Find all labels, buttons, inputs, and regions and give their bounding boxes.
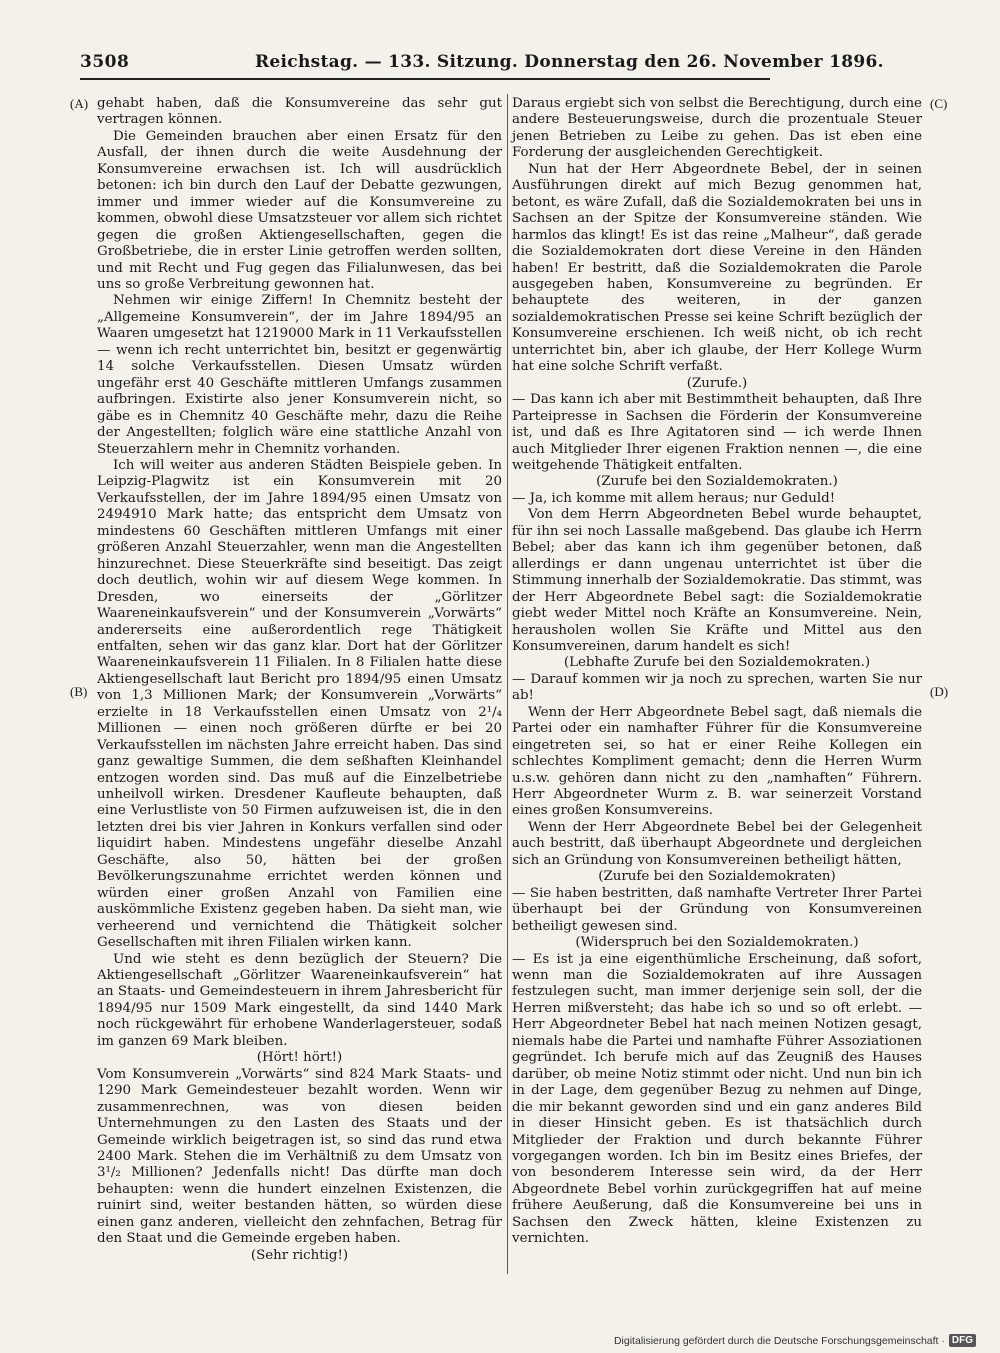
footer-credit: Digitalisierung gefördert durch die Deutsche Forschungsgemeinschaft ·: [613, 1334, 945, 1347]
running-title: Reichstag. — 133. Sitzung. Donnerstag den 26. November 1896.: [255, 52, 884, 72]
paragraph: Und wie steht es denn bezüglich der Steuern? Die Aktiengesellschaft „Görlitzer Waareneinkaufsverein“ hat an Staats- und Gemeindesteuern in ihrem Jahresbericht für 1894/95 nur 1509 Mark eingestellt, da sind 1440 Mark noch rückgewährt für erhobene Wanderlagersteuer, sodaß im ganzen 69 Mark bleiben.: [97, 951, 502, 1049]
paragraph: Vom Konsumverein „Vorwärts“ sind 824 Mark Staats- und 1290 Mark Gemeindesteuer bezahlt worden. Wenn wir zusammenrechnen, was von diesen beiden Unternehmungen zu den Lasten des Staats und der Gemeinde wirklich beigetragen ist, so sind das rund etwa 2400 Mark. Stehen die im Verhältniß zu dem Umsatz von 3¹/₂ Millionen? Jedenfalls nicht! Das dürfte man doch behaupten: wenn die hundert einzelnen Existenzen, die ruinirt sind, weiter bestanden hätten, so würden diese einen ganz anderen, vielleicht den zehnfachen, Betrag für den Staat und die Gemeinde ergeben haben.: [97, 1066, 502, 1247]
page-footer: [614, 1334, 976, 1347]
interjection: (Sehr richtig!): [250, 1247, 349, 1263]
paragraph: — Sie haben bestritten, daß namhafte Vertreter Ihrer Partei überhaupt bei der Gründung von Konsumvereinen betheiligt gewesen sind.: [512, 885, 922, 934]
interjection: (Zurufe.): [686, 375, 748, 391]
paragraph: Wenn der Herr Abgeordnete Bebel bei der Gelegenheit auch bestritt, daß überhaupt Abgeordnete und dergleichen sich an Gründung von Konsumvereinen betheiligt hätten,: [512, 819, 922, 868]
paragraph: — Das kann ich aber mit Bestimmtheit behaupten, daß Ihre Parteipresse in Sachsen die Förderin der Konsumvereine ist, und daß es Ihre Agitatoren sind — ich werde Ihnen auch Mitglieder Ihrer eigenen Fraktion nennen —, die eine weitgehende Thätigkeit entfalten.: [512, 392, 922, 473]
paragraph: Wenn der Herr Abgeordnete Bebel sagt, daß niemals die Partei oder ein namhafter Führer für die Konsumvereine eingetreten sei, so hat er einer Reihe Kollegen ein schlechtes Kompliment gemacht; denn die Herren Wurm u.s.w. gehören dann nicht zu den „namhaften“ Führern. Herr Abgeordneter Wurm z. B. war seinerzeit Vorstand eines großen Konsumvereins.: [512, 704, 922, 819]
margin-marker-b: (B): [70, 684, 88, 699]
dfg-logo: DFG: [949, 1334, 976, 1347]
interjection: (Zurufe bei den Sozialdemokraten): [598, 869, 836, 885]
paragraph: gehabt haben, daß die Konsumvereine das sehr gut vertragen können.: [97, 96, 502, 128]
margin-marker-a: (A): [70, 96, 89, 111]
right-column: [512, 96, 922, 1248]
margin-marker-d: (D): [930, 684, 949, 699]
paragraph: — Ja, ich komme mit allem heraus; nur Geduld!: [512, 490, 836, 506]
paragraph: — Es ist ja eine eigenthümliche Erscheinung, daß sofort, wenn man die Sozialdemokraten auf ihre Aussagen festzulegen sucht, man immer derjenige sein soll, der die Herren mißversteht; das habe ich so und so oft erlebt. — Herr Abgeordneter Bebel hat nach meinen Notizen gesagt, niemals habe die Partei und namhafte Führer Assoziationen gegründet. Ich berufe mich auf das Zeugniß des Hauses darüber, ob meine Notiz stimmt oder nicht. Und nun bin ich in der Lage, dem gegenüber Bezug zu nehmen auf Dinge, die mir bekannt geworden sind und ein ganz anderes Bild in dieser Hinsicht geben. Es ist thatsächlich durch Mitglieder der Fraktion und durch bekannte Führer vorgegangen worden. Ich bin im Besitz eines Briefes, der von besonderem Interesse sein wird, da der Herr Abgeordnete Bebel vorhin zurückgegriffen hat auf meine frühere Aeußerung, daß die Konsumvereine bei uns in Sachsen den Zweck hätten, kleine Existenzen zu vernichten.: [512, 951, 922, 1247]
paragraph: Daraus ergiebt sich von selbst die Berechtigung, durch eine andere Besteuerungsweise, durch die prozentuale Steuer jenen Betrieben zu Leibe zu gehen. Das ist eben eine Forderung der ausgleichenden Gerechtigkeit.: [512, 96, 922, 161]
left-column: [97, 96, 502, 1264]
page-number: 3508: [80, 52, 130, 72]
interjection: (Lebhafte Zurufe bei den Sozialdemokraten.): [563, 655, 871, 671]
paragraph: Ich will weiter aus anderen Städten Beispiele geben. In Leipzig-Plagwitz ist ein Konsumverein mit 20 Verkaufsstellen, der im Jahre 1894/95 einen Umsatz von 2494910 Mark hatte; das entspricht dem Umsatz von mindestens 60 Geschäften mittleren Umfangs mit einer größeren Anzahl Steuerzahler, wenn man die Angestellten hinzurechnet. Diese Steuerkräfte sind beseitigt. Das zeigt doch deutlich, wohin wir auf diesem Wege kommen. In Dresden, wo einerseits der „Görlitzer Waareneinkaufsverein“ und der Konsumverein „Vorwärts“ andererseits eine außerordentlich rege Thätigkeit entfalten, sehen wir das ganz klar. Dort hat der Görlitzer Waareneinkaufsverein 11 Filialen. In 8 Filialen hatte diese Aktiengesellschaft laut Bericht pro 1894/95 einen Umsatz von 1,3 Millionen Mark; der Konsumverein „Vorwärts“ erzielte in 18 Verkaufsstellen einen Umsatz von 2¹/₄ Millionen — einen noch größeren dürfte er bei 20 Verkaufsstellen im nächsten Jahre erreicht haben. Das sind ganz gewaltige Summen, die dem seßhaften Kleinhandel entzogen worden sind. Das muß auf die Einzelbetriebe unheilvoll wirken. Dresdener Kaufleute behaupten, daß eine Verlustliste von 50 Firmen aufzuweisen ist, die in den letzten drei bis vier Jahren in Konkurs verfallen sind oder liquidirt haben. Mindestens ungefähr dieselbe Anzahl Geschäfte, also 50, hätten bei der großen Bevölkerungszunahme errichtet werden können und würden einer großen Anzahl von Familien eine auskömmliche Existenz gegeben haben. Da sieht man, wie verheerend und vernichtend die Thätigkeit solcher Gesellschaften mit ihren Filialen wirken kann.: [97, 457, 502, 951]
paragraph: Die Gemeinden brauchen aber einen Ersatz für den Ausfall, der ihnen durch die weite Ausdehnung der Konsumvereine erwachsen ist. Ich will ausdrücklich betonen: ich bin durch den Lauf der Debatte gezwungen, immer und immer wieder auf die Konsumvereine zu kommen, obwohl diese Umsatzsteuer vor allem sich richtet gegen die großen Aktiengesellschaften, gegen die Großbetriebe, die in erster Linie getroffen werden sollten, und mit Recht und Fug gegen das Filialunwesen, das bei uns so große Verbreitung gewonnen hat.: [97, 128, 502, 292]
interjection: (Widerspruch bei den Sozialdemokraten.): [575, 935, 859, 951]
paragraph: Nun hat der Herr Abgeordnete Bebel, der in seinen Ausführungen direkt auf mich Bezug genommen hat, betont, es wäre Zufall, daß die Sozialdemokraten bei uns in Sachsen an der Spitze der Konsumvereine ständen. Wie harmlos das klingt! Es ist das reine „Malheur“, daß gerade die Sozialdemokraten dort diese Vereine in den Händen haben! Er bestritt, daß die Sozialdemokraten die Parole ausgegeben haben, Konsumvereine zu begründen. Er behauptete des weiteren, in der ganzen sozialdemokratischen Presse sei keine Schrift bezüglich der Konsumvereine erschienen. Ich weiß nicht, ob ich recht unterrichtet bin, aber ich glaube, der Herr Kollege Wurm hat eine solche Schrift verfaßt.: [512, 161, 922, 375]
paragraph: — Darauf kommen wir ja noch zu sprechen, warten Sie nur ab!: [512, 671, 922, 704]
paragraph: Von dem Herrn Abgeordneten Bebel wurde behauptet, für ihn sei noch Lassalle maßgebend. Das glaube ich Herrn Bebel; aber das kann ich ihm gegenüber betonen, daß allerdings er dann ungenau unterrichtet ist über die Stimmung innerhalb der Sozialdemokratie. Das stimmt, was der Herr Abgeordnete Bebel sagt: die Sozialdemokratie giebt weder Mittel noch Kräfte an Konsumvereine. Nein, herausholen wollen Sie Kräfte und Mittel aus den Konsumvereinen, darum handelt es sich!: [512, 507, 922, 654]
margin-marker-c: (C): [930, 96, 948, 111]
column-divider: [507, 94, 508, 1274]
page-header: [80, 50, 884, 80]
interjection: (Zurufe bei den Sozialdemokraten.): [596, 474, 838, 490]
interjection: (Hört! hört!): [256, 1050, 343, 1066]
paragraph: Nehmen wir einige Ziffern! In Chemnitz besteht der „Allgemeine Konsumverein“, der im Jahre 1894/95 an Waaren umgesetzt hat 1219000 Mark in 11 Verkaufsstellen — wenn ich recht unterrichtet bin, besitzt er gegenwärtig 14 solche Verkaufsstellen. Diesen Umsatz würden ungefähr erst 40 Geschäfte mittleren Umfangs zusammen aufbringen. Existirte also jener Konsumverein nicht, so gäbe es in Chemnitz 40 Geschäfte mehr, dazu die Reihe der Angestellten; folglich wäre eine stattliche Anzahl von Steuerzahlern mehr in Chemnitz vorhanden.: [97, 293, 502, 457]
